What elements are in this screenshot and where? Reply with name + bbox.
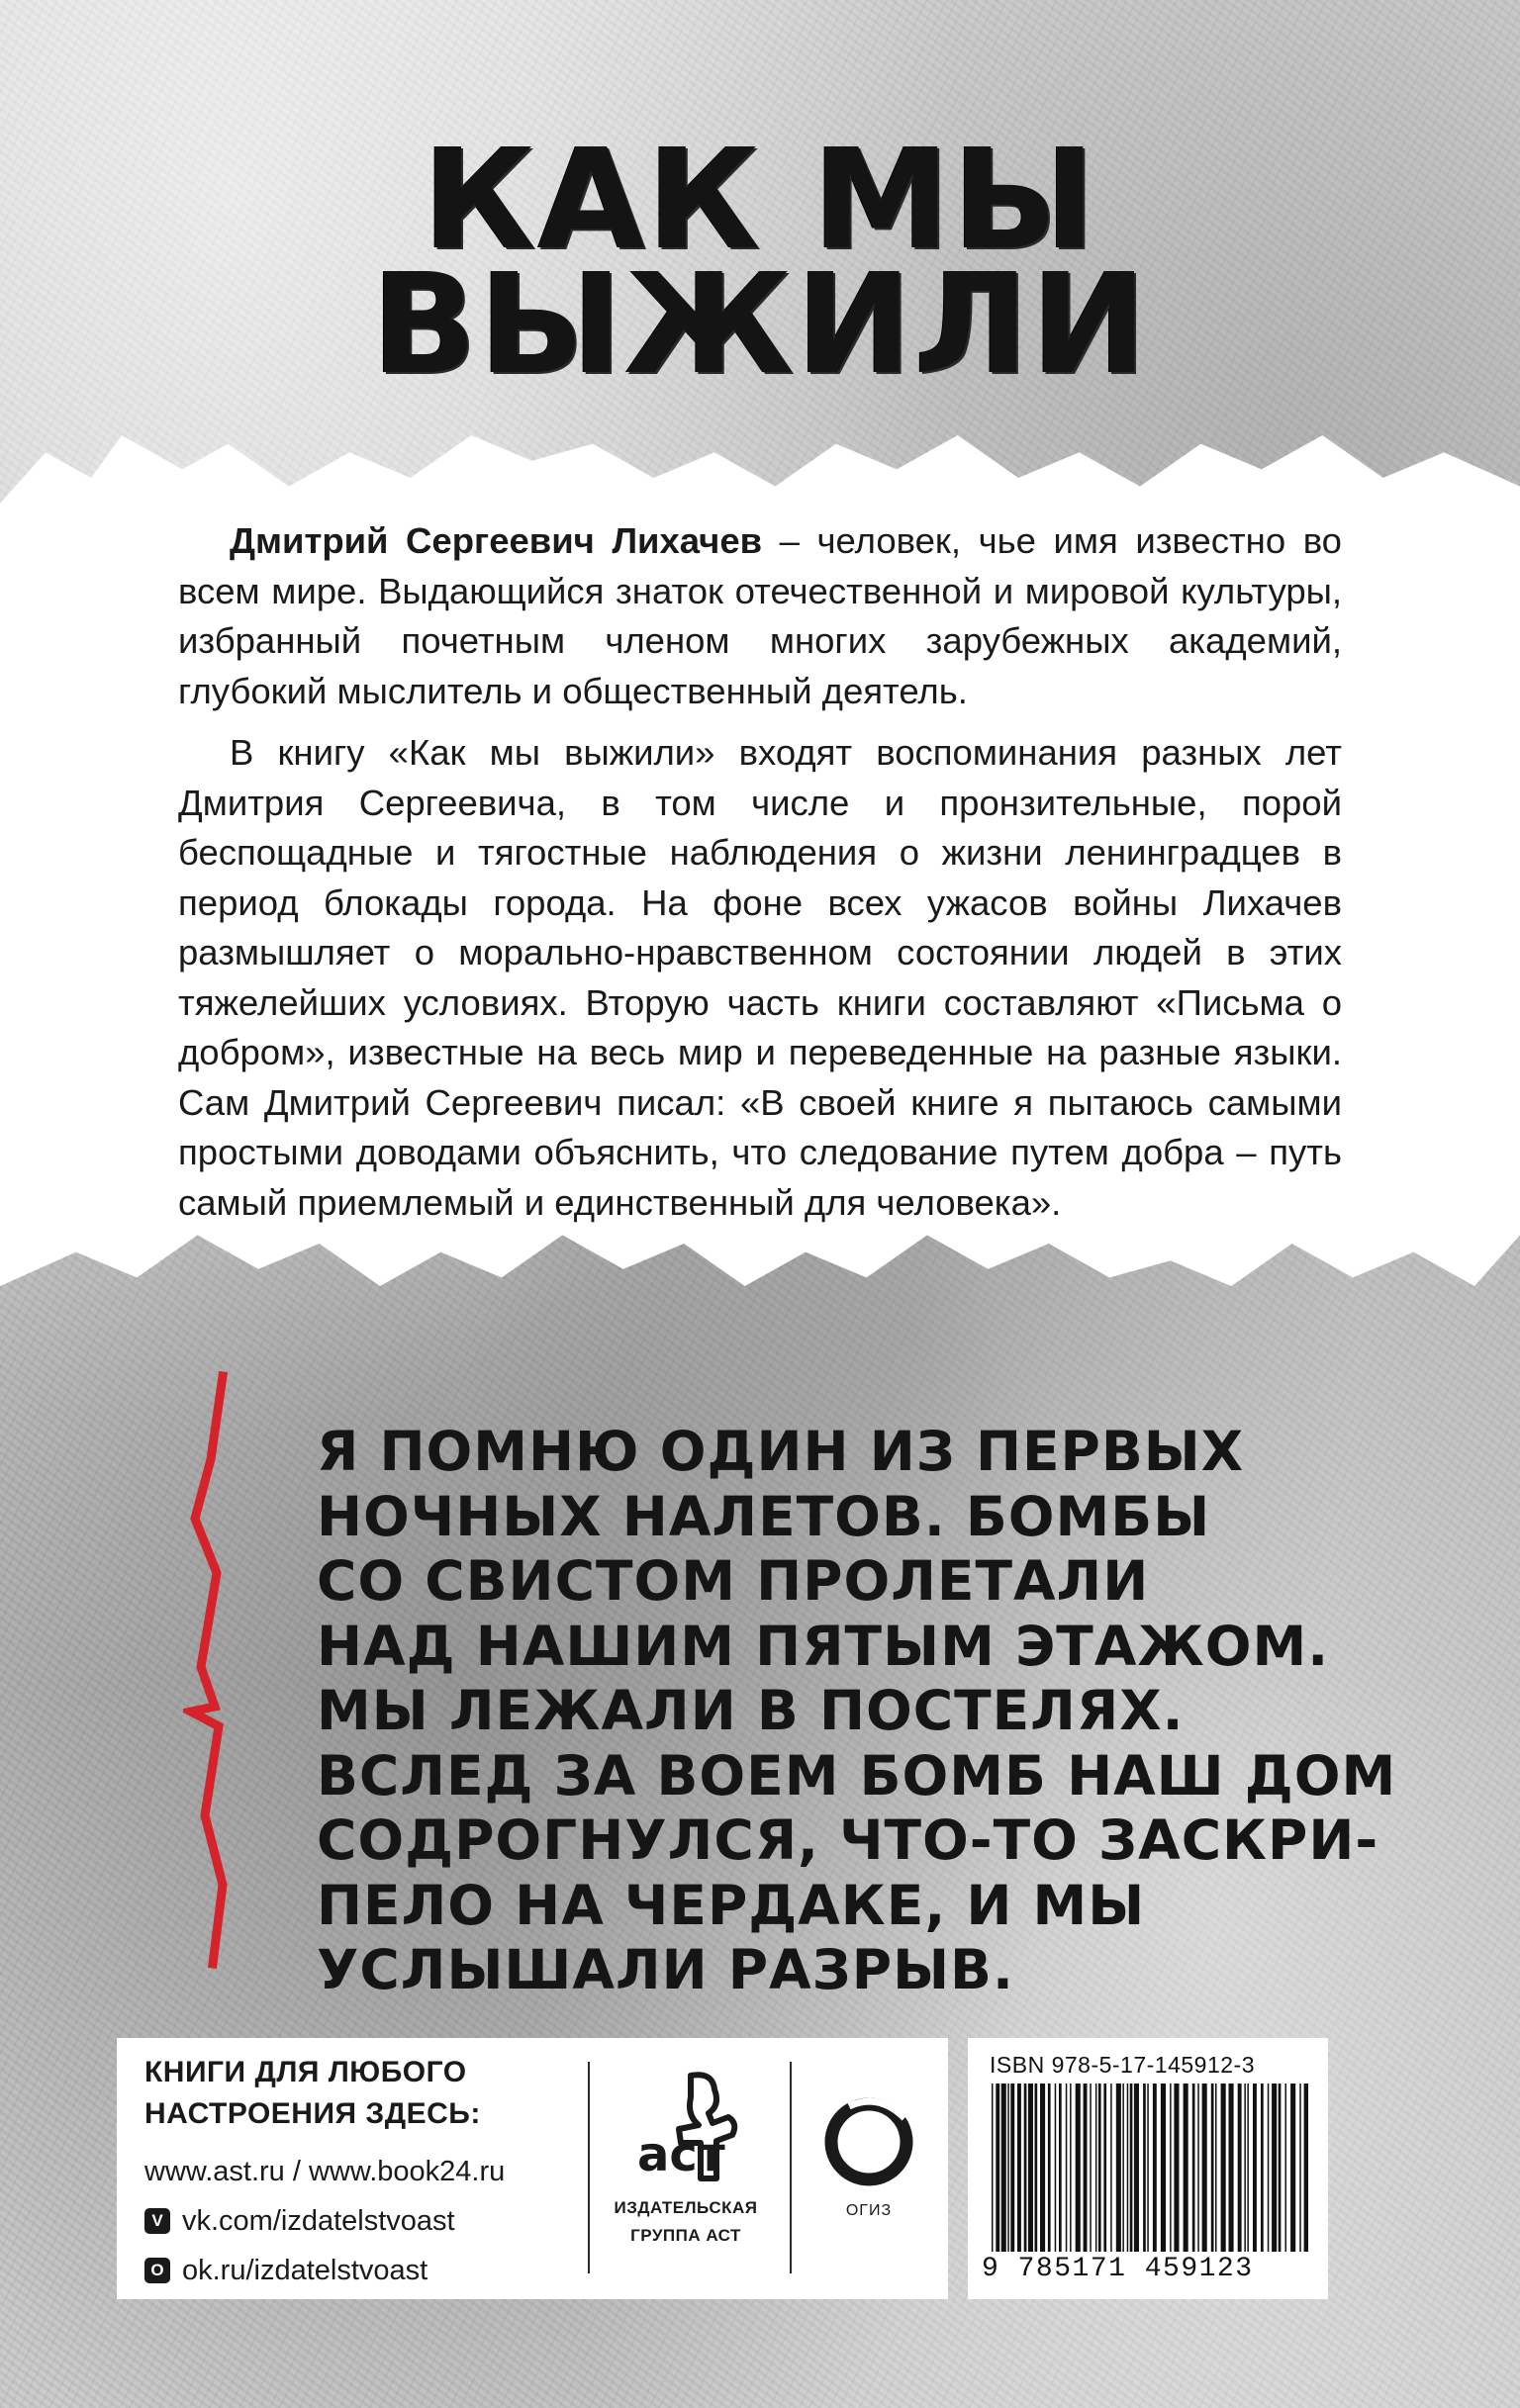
barcode-bar [1116,2084,1121,2252]
quote-line: СО СВИСТОМ ПРОЛЕТАЛИ [317,1549,1150,1613]
barcode-bar [1197,2084,1199,2252]
barcode-bar [1110,2084,1112,2252]
barcode-bar [1285,2084,1287,2252]
ogiz-logo [809,2092,928,2220]
barcode-bar [1272,2084,1277,2252]
barcode-bar [1279,2084,1282,2252]
barcode-bar [1035,2084,1038,2252]
ogiz-logo-icon [819,2092,918,2191]
barcode-bar [1215,2084,1217,2252]
book-title-line-1: КАК МЫ [422,120,1098,281]
barcode-bar [1130,2084,1133,2252]
website-links[interactable] [144,2151,560,2192]
barcode [990,2084,1308,2252]
barcode-bar [1007,2084,1009,2252]
barcode-bar [1090,2084,1092,2252]
barcode-bar [1098,2084,1101,2252]
website-links-text[interactable]: www.ast.ru / www.book24.ru [144,2156,506,2187]
barcode-bar [1059,2084,1062,2252]
barcode-bar [1174,2084,1179,2252]
quote-line: СОДРОГНУЛСЯ, ЧТО-ТО ЗАСКРИ- [317,1808,1379,1872]
barcode-bar [1229,2084,1234,2252]
barcode-bar [992,2084,994,2252]
description-paragraph-1 [178,516,1342,716]
barcode-bar [1147,2084,1149,2252]
promo-block [144,2052,560,2291]
barcode-bar [1095,2084,1097,2252]
quote-text [317,1420,1425,2003]
barcode-digits: 9 785171 459123 [982,2254,1254,2284]
barcode-bar [1024,2084,1027,2252]
barcode-bar [1070,2084,1072,2252]
quote-line: ВСЛЕД ЗА ВОЕМ БОМБ НАШ ДОМ [317,1743,1397,1807]
ast-logo [587,2068,785,2247]
ogiz-caption: ОГИЗ [845,2202,893,2219]
barcode-bar [1299,2084,1301,2252]
book-title-line-2: ВЫЖИЛИ [371,244,1149,406]
barcode-bar [996,2084,999,2252]
ok-link[interactable] [144,2250,560,2291]
barcode-bar [1253,2084,1257,2252]
barcode-bar [1211,2084,1214,2252]
barcode-bar [1010,2084,1014,2252]
barcode-bar [1184,2084,1188,2252]
quote-line: Я ПОМНЮ ОДИН ИЗ ПЕРВЫХ [317,1420,1245,1483]
quote-line: УСЛЫШАЛИ РАЗРЫВ. [317,1938,1014,2001]
barcode-bar [1153,2084,1157,2252]
isbn-label: ISBN 978-5-17-145912-3 [990,2052,1255,2078]
red-crack-mark [183,1370,252,1984]
promo-heading-line-2: НАСТРОЕНИЯ ЗДЕСЬ: [144,2097,481,2130]
ast-caption-line-2: ГРУППА АСТ [630,2226,741,2245]
quote-block [183,1370,1410,2003]
vk-link[interactable] [144,2200,560,2242]
barcode-bar [1122,2084,1124,2252]
barcode-bar [1192,2084,1195,2252]
barcode-bar [1017,2084,1021,2252]
barcode-bar [1290,2084,1295,2252]
quote-line: НОЧНЫХ НАЛЕТОВ. БОМБЫ [317,1484,1211,1548]
divider-2 [790,2062,792,2273]
ast-logo-icon [621,2068,750,2186]
barcode-bar [1221,2084,1226,2252]
barcode-bar [1127,2084,1129,2252]
description [178,516,1342,1240]
barcode-bar [1055,2084,1057,2252]
footer [0,2038,1520,2335]
barcode-bar [1040,2084,1045,2252]
author-name: Дмитрий Сергеевич Лихачев [230,520,763,561]
barcode-bar [1028,2084,1033,2252]
barcode-bar [1247,2084,1249,2252]
barcode-bar [1170,2084,1172,2252]
barcode-bar [1001,2084,1006,2252]
ast-caption-line-1: ИЗДАТЕЛЬСКАЯ [614,2198,758,2217]
barcode-bar [1261,2084,1264,2252]
barcode-bar [1161,2084,1166,2252]
barcode-bar [1134,2084,1139,2252]
barcode-bar [1238,2084,1242,2252]
barcode-bar [1076,2084,1081,2252]
barcode-bar [1268,2084,1270,2252]
quote-line: НАД НАШИМ ПЯТЫМ ЭТАЖОМ. [317,1614,1330,1678]
publisher-panel [117,2038,948,2299]
promo-heading-line-1: КНИГИ ДЛЯ ЛЮБОГО [144,2056,467,2088]
description-paragraph-2: В книгу «Как мы выжили» входят воспоминания разных лет Дмитрия Сергеевича, в том числе и пронзительные, порой беспощадные и тягостные наблюдения о жизни ленинградцев в период блокады города. На фоне всех ужасов войны Лихачев размышляет о морально-нравственном состоянии людей в этих тяжелейших условиях. Вторую часть книги составляют «Письма о добром», известные на весь мир и переведенные на разные языки. Сам Дмитрий Сергеевич писал: «В своей книге я пытаюсь самыми простыми доводами объяснить, что следование путем добра – путь самый приемлемый и единственный для человека». [178,732,1342,1223]
barcode-bar [1048,2084,1051,2252]
barcode-bar [1103,2084,1106,2252]
ok-link-text[interactable]: ok.ru/izdatelstvoast [182,2255,428,2286]
quote-line: ПЕЛО НА ЧЕРДАКЕ, И МЫ [317,1873,1146,1937]
vk-icon: V [144,2208,170,2234]
ast-logo-text: аст [637,2127,725,2182]
barcode-bar [1244,2084,1246,2252]
quote-line: МЫ ЛЕЖАЛИ В ПОСТЕЛЯХ. [317,1679,1185,1742]
isbn-panel [968,2038,1328,2299]
barcode-bar [1143,2084,1146,2252]
vk-link-text[interactable]: vk.com/izdatelstvoast [182,2205,455,2237]
description-paragraph-1-text: – человек, чье имя известно во всем мире. Выдающийся знаток отечественной и мировой культуры, избранный почетным членом многих зарубежных академий, глубокий мыслитель и общественный деятель. [178,520,1342,711]
book-title [0,120,1520,406]
barcode-bar [1304,2084,1308,2252]
barcode-bar [1084,2084,1088,2252]
barcode-bar [1066,2084,1068,2252]
ok-icon: О [144,2258,170,2283]
barcode-bar [1202,2084,1207,2252]
